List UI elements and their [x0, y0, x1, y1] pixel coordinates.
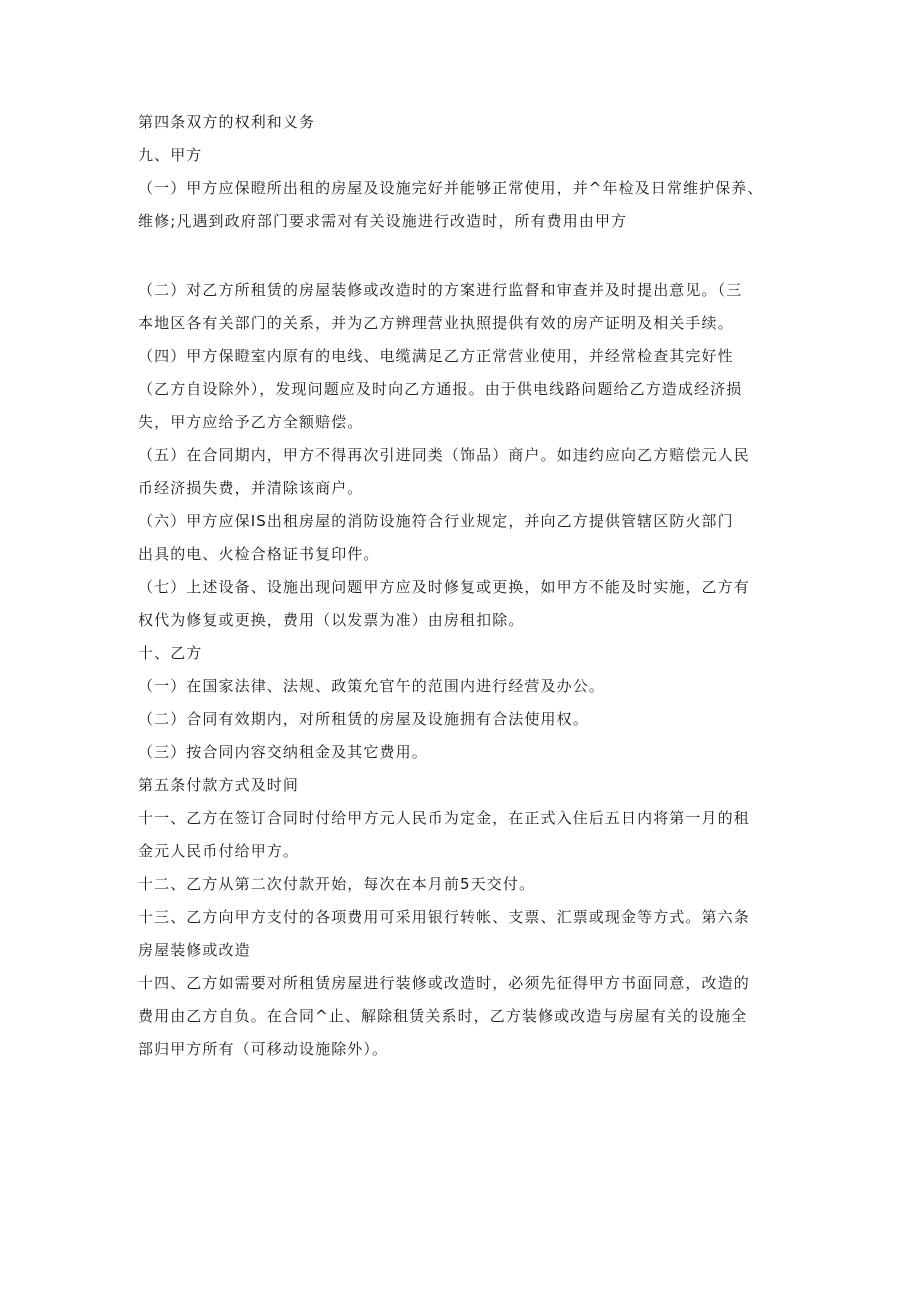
text-line: （二）对乙方所租赁的房屋装修或改造时的方案进行监督和审查并及时提出意见。（三 — [138, 281, 743, 299]
text-line: （七）上述设备、设施出现问题甲方应及时修复或更换，如甲方不能及时实施，乙方有 — [138, 578, 750, 596]
text-line: 失，甲方应给予乙方全额赔偿。 — [138, 413, 364, 431]
text-line: 部归甲方所有（可移动设施除外）。 — [138, 1040, 389, 1058]
section-heading: 第五条付款方式及时间 — [138, 776, 300, 794]
text-line: （一）在国家法律、法规、政策允官午的范围内进行经营及办公。 — [138, 677, 605, 695]
text-line: （五）在合同期内，甲方不得再次引进同类（饰品）商户。如违约应向乙方赔偿元人民 — [138, 446, 750, 464]
text-line: 十四、乙方如需要对所租赁房屋进行装修或改造时，必须先征得甲方书面同意，改造的 — [138, 974, 750, 992]
text-line: （六）甲方应保IS出租房屋的消防设施符合行业规定，并向乙方提供管辖区防火部门 — [138, 512, 734, 530]
text-line: 出具的电、火检合格证书复印件。 — [138, 545, 380, 563]
text-line: 金元人民币付给甲方。 — [138, 842, 300, 860]
text-line: 十二、乙方从第二次付款开始，每次在本月前5天交付。 — [138, 875, 536, 893]
text-line: 权代为修复或更换，费用（以发票为准）由房租扣除。 — [138, 611, 525, 629]
text-line: 十一、乙方在签订合同时付给甲方元人民币为定金，在正式入住后五日内将第一月的租 — [138, 809, 750, 827]
text-line: （乙方自设除外），发现问题应及时向乙方通报。由于供电线路问题给乙方造成经济损 — [138, 380, 743, 398]
section-heading: 第四条双方的权利和义务 — [138, 113, 316, 131]
text-line: 十三、乙方向甲方支付的各项费用可采用银行转帐、支票、汇票或现金等方式。第六条 — [138, 908, 750, 926]
text-line: 币经济损失费，并清除该商户。 — [138, 479, 364, 497]
document-body — [138, 112, 798, 1072]
text-line: （一）甲方应保瞪所出租的房屋及设施完好并能够正常使用，并^年检及日常维护保养、 — [138, 179, 764, 197]
text-line: （四）甲方保瞪室内原有的电线、电缆满足乙方正常营业使用，并经常检查其完好性 — [138, 347, 734, 365]
text-line: （二）合同有效期内，对所租赁的房屋及设施拥有合法使用权。 — [138, 710, 589, 728]
clause-heading: 九、甲方 — [138, 146, 203, 164]
section-heading: 房屋装修或改造 — [138, 941, 251, 959]
text-line: 本地区各有关部门的关系，并为乙方辨理营业执照提供有效的房产证明及相关手续。 — [138, 314, 734, 332]
text-line: 维修;凡遇到政府部门要求需对有关设施进行改造时，所有费用由甲方 — [138, 212, 628, 230]
text-line: （三）按合同内容交纳租金及其它费用。 — [138, 743, 428, 761]
clause-heading: 十、乙方 — [138, 644, 203, 662]
text-line: 费用由乙方自负。在合同^止、解除租赁关系时，乙方装修或改造与房屋有关的设施全 — [138, 1007, 748, 1025]
